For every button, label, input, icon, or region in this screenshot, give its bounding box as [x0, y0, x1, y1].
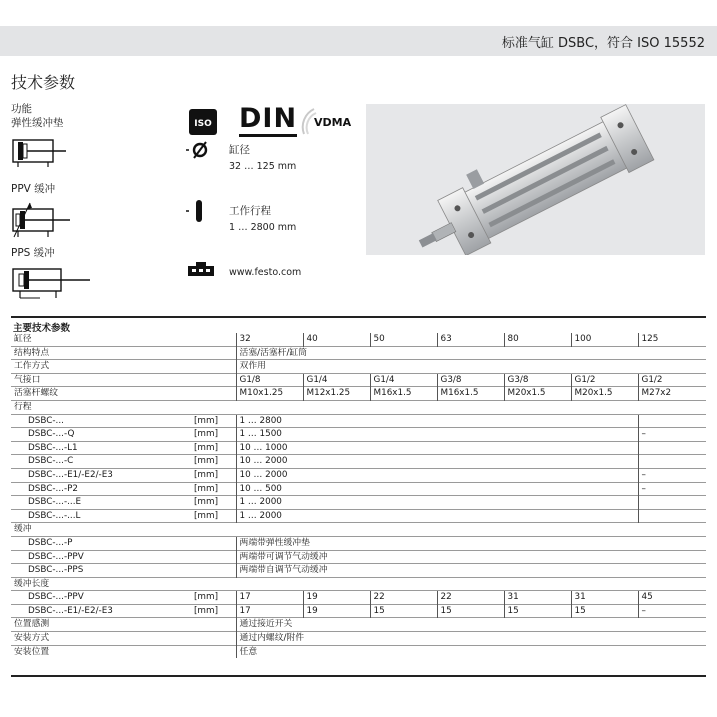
variant-name: DSBC-...-P	[11, 536, 236, 550]
table-row	[11, 414, 706, 428]
group-label: 缓冲	[11, 523, 706, 537]
row-value: 1 … 2800	[236, 414, 638, 428]
cell: 22	[370, 591, 437, 605]
cell: 31	[571, 591, 638, 605]
row-label: 安装位置	[11, 645, 236, 658]
unit: [mm]	[191, 591, 236, 605]
bore-value: 32 … 125 mm	[229, 161, 297, 172]
function-elastic-cushion: 弹性缓冲垫	[11, 117, 64, 129]
cell: M27x2	[638, 387, 706, 401]
row-label: 结构特点	[11, 346, 236, 360]
bore-header: 缸径	[14, 334, 32, 344]
variant-name: DSBC-...-PPS	[11, 564, 236, 578]
cell	[638, 455, 706, 469]
table-group-row	[11, 400, 706, 414]
variant-name: DSBC-...-...E	[11, 496, 191, 510]
table-header-row	[11, 333, 706, 346]
table-row	[11, 591, 706, 605]
table-row	[11, 428, 706, 442]
table-row	[11, 496, 706, 510]
variant-name: DSBC-...-Q	[11, 428, 191, 442]
variant-name: DSBC-...-C	[11, 455, 191, 469]
row-value: 通过内螺纹/附件	[236, 632, 706, 646]
variant-name: DSBC-...	[11, 414, 191, 428]
row-value: 活塞/活塞杆/缸筒	[236, 346, 706, 360]
table-row	[11, 536, 706, 550]
unit: [mm]	[191, 604, 236, 618]
cell: –	[638, 428, 706, 442]
row-value: 1 … 2000	[236, 496, 638, 510]
size-header: 100	[571, 333, 638, 346]
table-row	[11, 550, 706, 564]
variant-name: DSBC-...-PPV	[11, 550, 236, 564]
variant-name: DSBC-...-E1/-E2/-E3	[11, 468, 191, 482]
table-row	[11, 645, 706, 658]
cell: 17	[236, 591, 303, 605]
iso-logo	[189, 109, 217, 135]
website-link[interactable]: www.festo.com	[229, 267, 302, 278]
technical-data-table	[11, 333, 706, 658]
unit: [mm]	[191, 496, 236, 510]
stroke-icon	[186, 199, 212, 223]
size-header: 40	[303, 333, 370, 346]
cell: 15	[504, 604, 571, 618]
cell: 15	[437, 604, 504, 618]
unit: [mm]	[191, 455, 236, 469]
cell: M20x1.5	[504, 387, 571, 401]
size-header: 32	[236, 333, 303, 346]
table-row	[11, 468, 706, 482]
svg-text:ISO: ISO	[194, 119, 212, 129]
variant-name: DSBC-...-P2	[11, 482, 191, 496]
elastic-cushion-symbol-icon	[10, 134, 68, 168]
table-row	[11, 373, 706, 387]
table-bottom-rule	[11, 675, 706, 677]
row-value: 10 … 2000	[236, 468, 638, 482]
ppv-cushion-symbol-icon	[10, 199, 72, 239]
pps-cushion-symbol-icon	[10, 263, 92, 299]
size-header: 50	[370, 333, 437, 346]
stroke-label: 工作行程	[229, 205, 271, 217]
row-value: 两端带自调节气动缓冲	[236, 564, 706, 578]
cell: 15	[571, 604, 638, 618]
cell: 17	[236, 604, 303, 618]
unit: [mm]	[191, 441, 236, 455]
internet-icon	[188, 262, 214, 278]
size-header: 125	[638, 333, 706, 346]
row-label: 气接口	[11, 373, 236, 387]
table-row	[11, 360, 706, 374]
function-ppv: PPV 缓冲	[11, 183, 56, 195]
variant-name: DSBC-...-L1	[11, 441, 191, 455]
cell: 19	[303, 591, 370, 605]
cell: G3/8	[437, 373, 504, 387]
cylinder-photo	[366, 104, 705, 255]
unit: [mm]	[191, 509, 236, 523]
cell: G1/2	[638, 373, 706, 387]
cell: G1/8	[236, 373, 303, 387]
bore-label: 缸径	[229, 144, 250, 156]
group-label: 缓冲长度	[11, 577, 706, 591]
function-heading: 功能	[11, 103, 32, 115]
cell: 31	[504, 591, 571, 605]
cell: G1/4	[370, 373, 437, 387]
table-group-row	[11, 523, 706, 537]
cell: –	[638, 482, 706, 496]
cell: G1/2	[571, 373, 638, 387]
cell: G1/4	[303, 373, 370, 387]
group-label: 行程	[11, 400, 706, 414]
din-logo: DIN	[239, 105, 297, 137]
cell: M12x1.25	[303, 387, 370, 401]
cell	[638, 414, 706, 428]
row-value: 两端带可调节气动缓冲	[236, 550, 706, 564]
row-value: 任意	[236, 645, 706, 658]
table-row	[11, 387, 706, 401]
variant-name: DSBC-...-PPV	[11, 591, 191, 605]
table-row	[11, 604, 706, 618]
table-top-rule	[11, 316, 706, 318]
table-title: 主要技术参数	[13, 323, 71, 334]
table-row	[11, 632, 706, 646]
diameter-icon	[186, 140, 212, 160]
row-value: 10 … 1000	[236, 441, 638, 455]
row-value: 10 … 500	[236, 482, 638, 496]
variant-name: DSBC-...-...L	[11, 509, 191, 523]
row-value: 10 … 2000	[236, 455, 638, 469]
cell: –	[638, 604, 706, 618]
row-label: 安装方式	[11, 632, 236, 646]
unit: [mm]	[191, 468, 236, 482]
section-title: 技术参数	[11, 73, 76, 92]
table-row	[11, 482, 706, 496]
header-title: 标准气缸 DSBC，符合 ISO 15552	[501, 36, 705, 51]
vdma-logo: VDMA	[314, 116, 352, 129]
function-label-elastic	[11, 102, 64, 130]
cell: 15	[370, 604, 437, 618]
table-row	[11, 441, 706, 455]
row-value: 两端带弹性缓冲垫	[236, 536, 706, 550]
variant-name: DSBC-...-E1/-E2/-E3	[11, 604, 191, 618]
table-row	[11, 618, 706, 632]
header-bar	[0, 26, 717, 56]
table-row	[11, 455, 706, 469]
size-header: 63	[437, 333, 504, 346]
function-pps: PPS 缓冲	[11, 247, 55, 259]
cell: M20x1.5	[571, 387, 638, 401]
table-row	[11, 509, 706, 523]
row-label: 工作方式	[11, 360, 236, 374]
cell: 22	[437, 591, 504, 605]
row-label: 活塞杆螺纹	[11, 387, 236, 401]
cell: M10x1.25	[236, 387, 303, 401]
unit: [mm]	[191, 428, 236, 442]
cell	[638, 509, 706, 523]
cell: 19	[303, 604, 370, 618]
cell: G3/8	[504, 373, 571, 387]
row-value: 1 … 2000	[236, 509, 638, 523]
unit: [mm]	[191, 482, 236, 496]
row-label: 位置感测	[11, 618, 236, 632]
unit: [mm]	[191, 414, 236, 428]
table-row	[11, 564, 706, 578]
cell	[638, 496, 706, 510]
table-group-row	[11, 577, 706, 591]
table-row	[11, 346, 706, 360]
cell: 45	[638, 591, 706, 605]
stroke-value: 1 … 2800 mm	[229, 222, 297, 233]
cell	[638, 441, 706, 455]
pneumatic-cylinder-illustration	[366, 104, 705, 255]
cell: –	[638, 468, 706, 482]
row-value: 双作用	[236, 360, 706, 374]
row-value: 1 … 1500	[236, 428, 638, 442]
size-header: 80	[504, 333, 571, 346]
cell: M16x1.5	[437, 387, 504, 401]
row-value: 通过接近开关	[236, 618, 706, 632]
cell: M16x1.5	[370, 387, 437, 401]
